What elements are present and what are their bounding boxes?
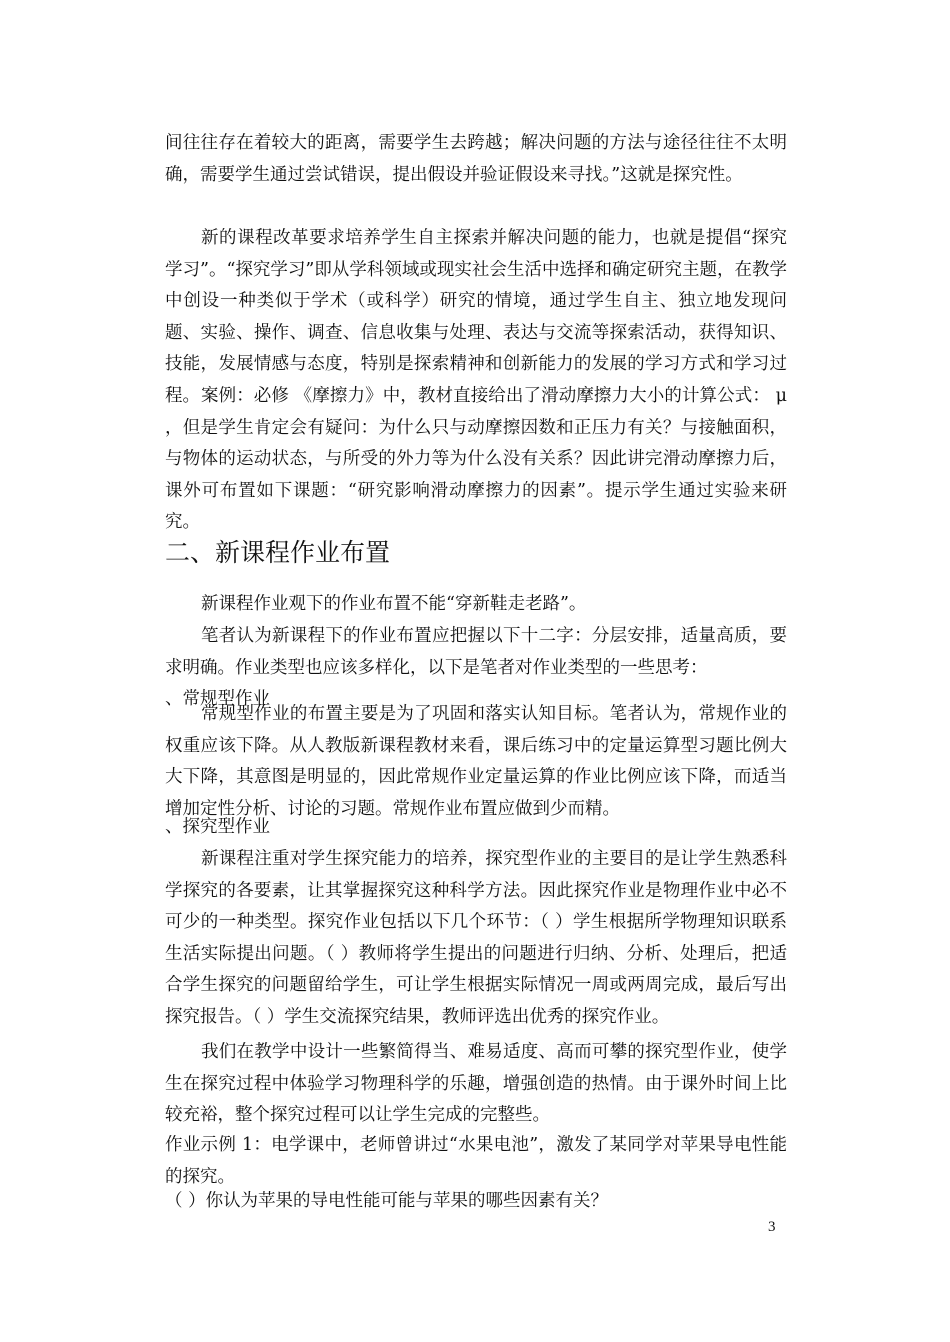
paragraph-7: 新课程注重对学生探究能力的培养，探究型作业的主要目的是让学生熟悉科学探究的各要素，让其掌握探究这种科学方法。因此探究作业是物理作业中必不可少的一种类型。探究作业包括以下几个环节：（ ）学生根据所学物理知识联系生活实际提出问题。（ ）教师将学生提出的问题进行归纳、分析、处理后，把适合学生探究的问题留给学生，可让学生根据实际情况一周或两周完成，最后写出探究报告。（ ）学生交流探究结果，教师评选出优秀的探究作业。 bbox=[165, 849, 787, 1027]
paragraph-4: 新课程作业观下的作业布置不能“穿新鞋走老路”。 bbox=[201, 594, 587, 614]
paragraph-9: 作业示例 1：电学课中，老师曾讲过“水果电池”，激发了某同学对苹果导电性能的探究。 bbox=[165, 1135, 787, 1187]
subheading-regular-homework: 、常规型作业 bbox=[165, 689, 270, 709]
paragraph-1: 间往往存在着较大的距离，需要学生去跨越；解决问题的方法与途径往往不太明确，需要学生通过尝试错误，提出假设并验证假设来寻找。”这就是探究性。 bbox=[165, 133, 787, 185]
paragraph-5: 笔者认为新课程下的作业布置应把握以下十二字：分层安排，适量高质，要求明确。作业类型也应该多样化，以下是笔者对作业类型的一些思考： bbox=[165, 626, 787, 678]
section-heading: 二、新课程作业布置 bbox=[165, 538, 391, 567]
page-number: 3 bbox=[768, 1219, 776, 1235]
subheading-inquiry-homework: 、探究型作业 bbox=[165, 817, 270, 837]
paragraph-6: 常规型作业的布置主要是为了巩固和落实认知目标。笔者认为，常规作业的权重应该下降。从人教版新课程教材来看，课后练习中的定量运算型习题比例大大下降，其意图是明显的，因此常规作业定量运算的作业比例应该下降，而适当增加定性分析、讨论的习题。常规作业布置应做到少而精。 bbox=[165, 704, 787, 819]
paragraph-8: 我们在教学中设计一些繁简得当、难易适度、高而可攀的探究型作业，使学生在探究过程中体验学习物理科学的乐趣，增强创造的热情。由于课外时间上比较充裕，整个探究过程可以让学生完成的完整些。 bbox=[165, 1042, 787, 1126]
paragraph-2: 新的课程改革要求培养学生自主探索并解决问题的能力，也就是提倡“探究学习”。“探究学习”即从学科领域或现实社会生活中选择和确定研究主题，在教学中创设一种类似于学术（或科学）研究的情境，通过学生自主、独立地发现问题、实验、操作、调查、信息收集与处理、表达与交流等探索活动，获得知识、技能，发展情感与态度，特别是探索精神和创新能力的发展的学习方式和学习过程。 bbox=[165, 228, 787, 406]
paragraph-10: （ ）你认为苹果的导电性能可能与苹果的哪些因素有关？ bbox=[165, 1191, 609, 1211]
paragraph-3: 案例：必修 《摩擦力》中，教材直接给出了滑动摩擦力大小的计算公式： μ ，但是学生肯定会有疑问：为什么只与动摩擦因数和正压力有关？与接触面积，与物体的运动状态，与所受的外力等为什么没有关系？因此讲完滑动摩擦力后，课外可布置如下课题：“研究影响滑动摩擦力的因素”。提示学生通过实验来研究。 bbox=[165, 386, 787, 533]
